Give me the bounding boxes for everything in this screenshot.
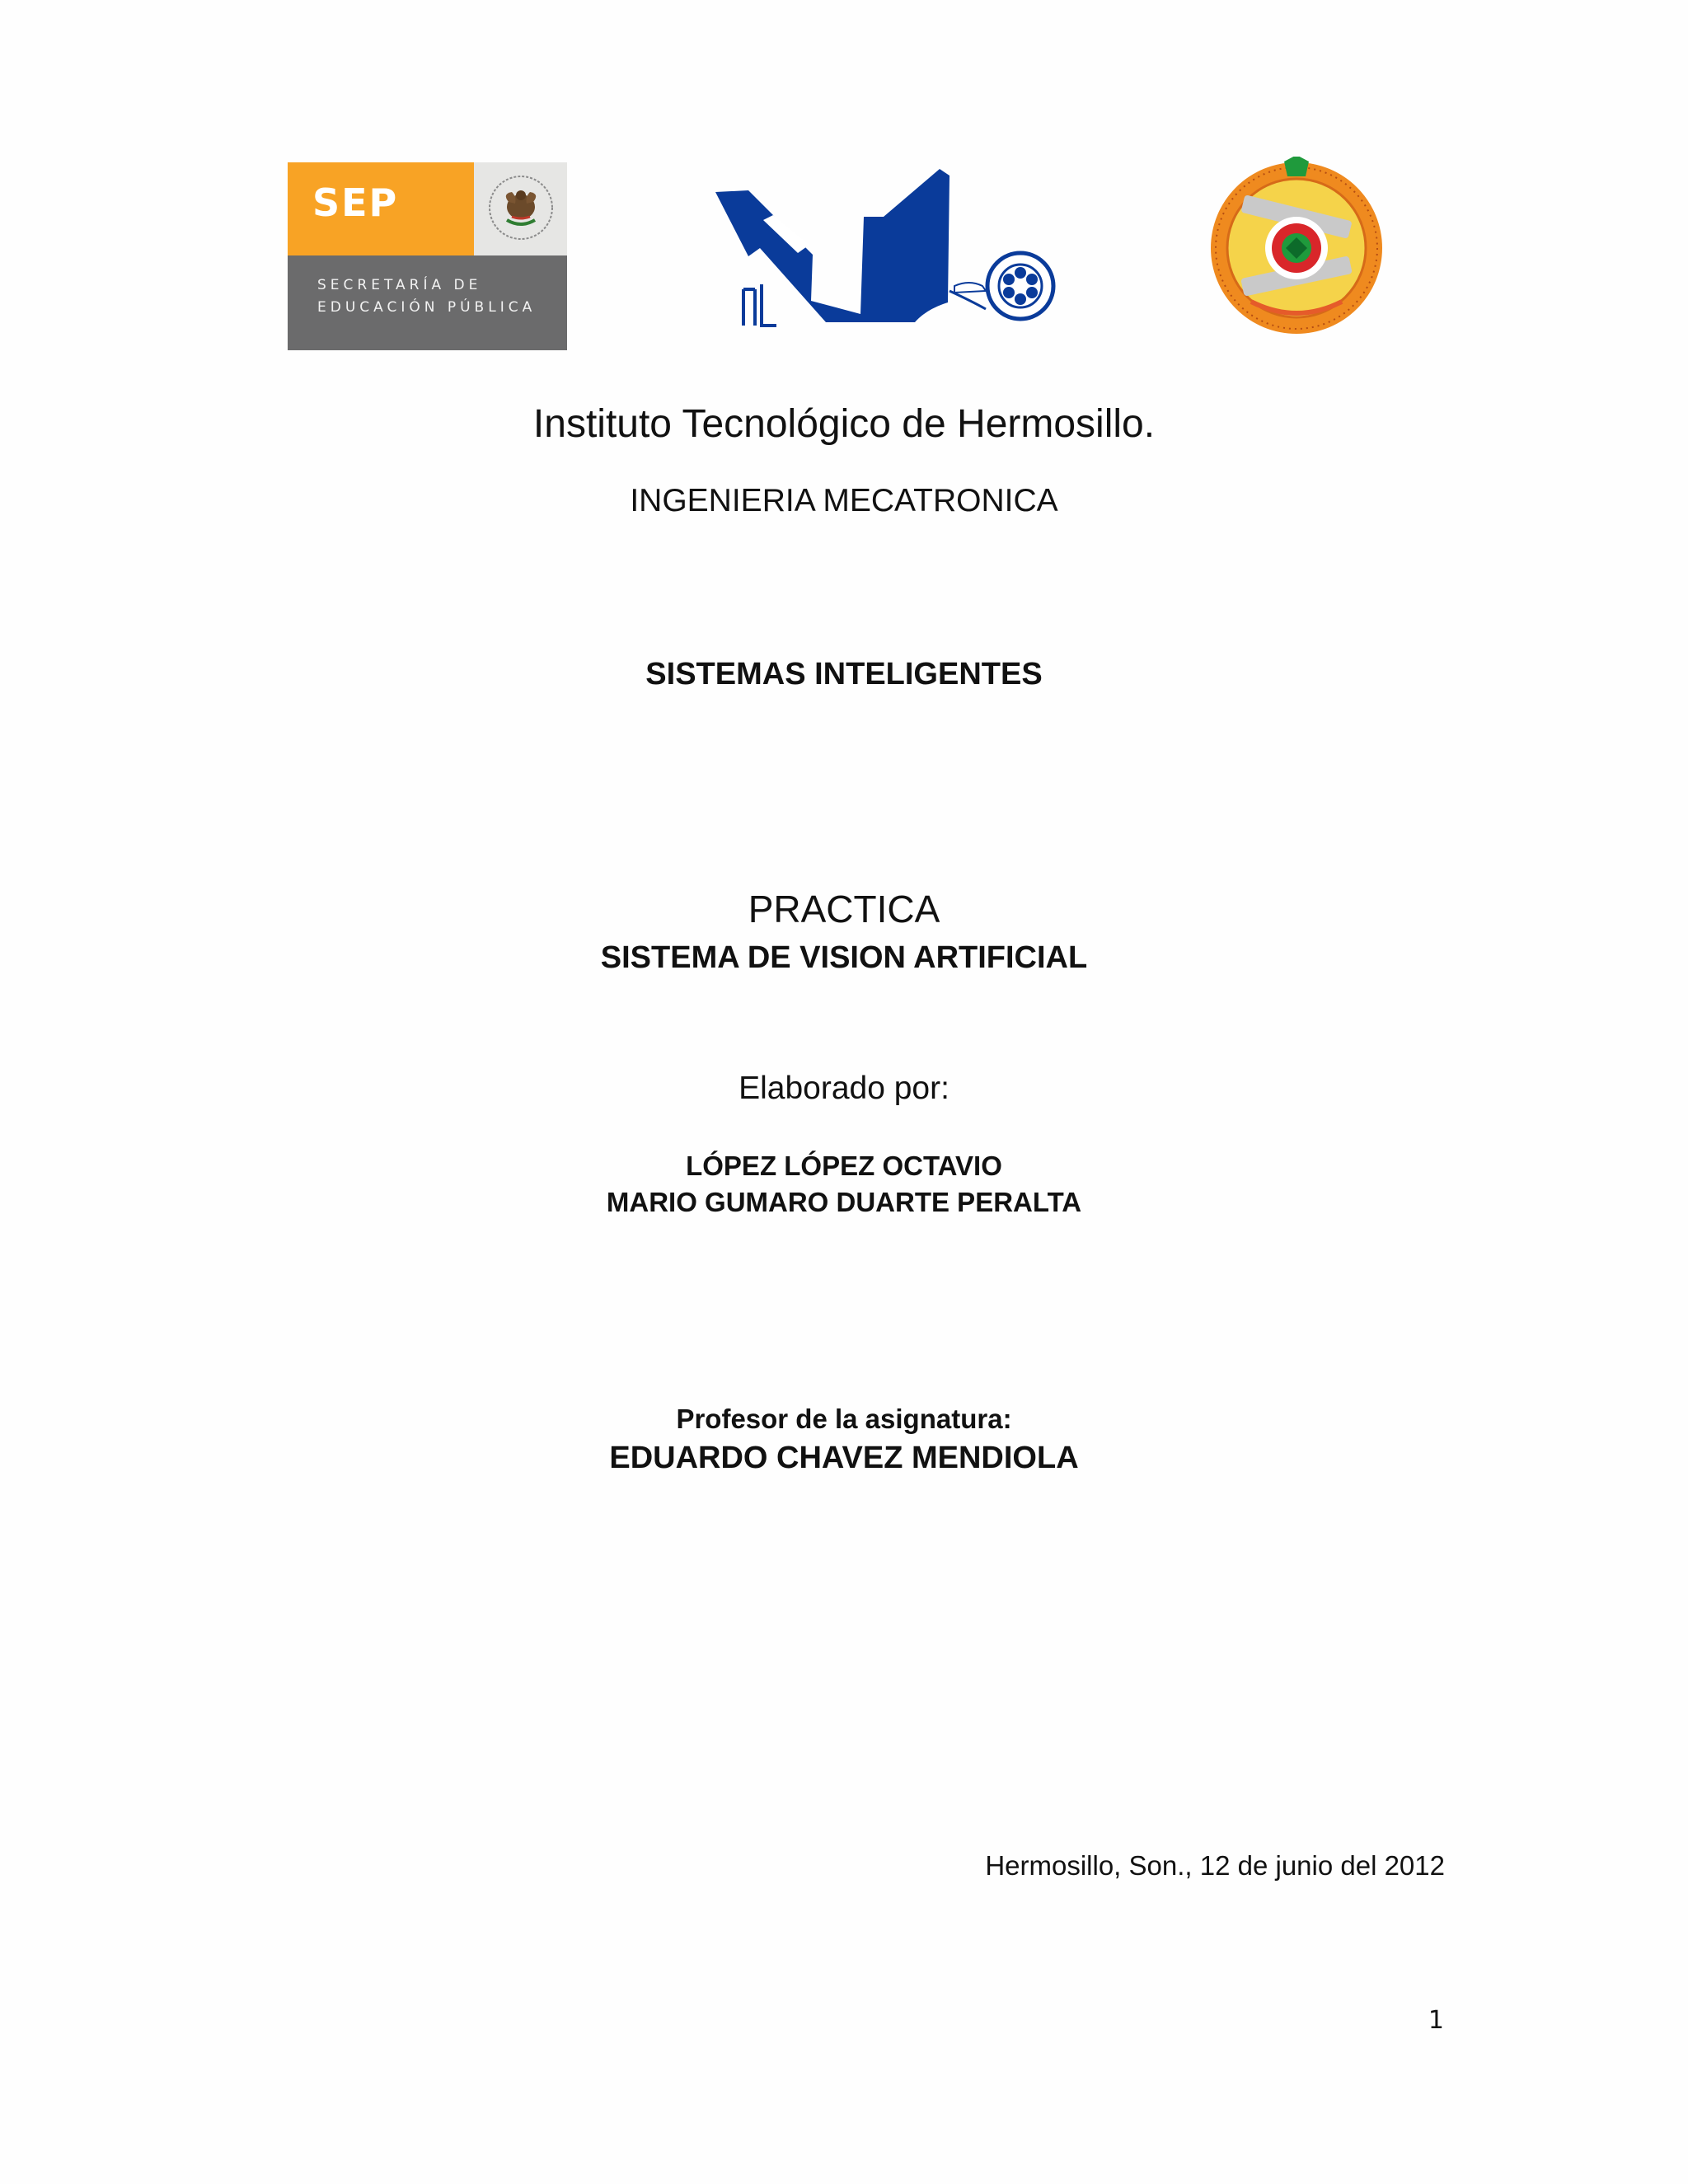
author-name: MARIO GUMARO DUARTE PERALTA <box>606 1187 1082 1217</box>
professor-name: EDUARDO CHAVEZ MENDIOLA <box>609 1441 1079 1475</box>
sep-logo-gray-block <box>288 255 567 350</box>
tecnologico-logo <box>714 169 1068 330</box>
page-number: 1 <box>1428 2006 1444 2035</box>
sep-logo-word: SEP <box>312 180 399 225</box>
career-name: INGENIERIA MECATRONICA <box>630 483 1058 518</box>
sep-logo-orange-block <box>288 162 474 255</box>
professor-label: Profesor de la asignatura: <box>676 1404 1012 1434</box>
document-kind: PRACTICA <box>748 888 940 930</box>
sep-logo <box>288 162 567 350</box>
mexican-coat-of-arms-icon <box>484 171 558 245</box>
author-name: LÓPEZ LÓPEZ OCTAVIO <box>686 1151 1002 1181</box>
subject-name: SISTEMAS INTELIGENTES <box>645 657 1043 691</box>
practice-title: SISTEMA DE VISION ARTIFICIAL <box>600 940 1088 975</box>
sep-logo-line1: SECRETARÍA DE <box>317 277 482 293</box>
sep-logo-line2: EDUCACIÓN PÚBLICA <box>317 299 537 316</box>
prepared-by-label: Elaborado por: <box>738 1071 950 1106</box>
place-date: Hermosillo, Son., 12 de junio del 2012 <box>985 1850 1445 1881</box>
institute-name: Instituto Tecnológico de Hermosillo. <box>532 402 1156 446</box>
ith-seal-logo <box>1208 157 1385 336</box>
